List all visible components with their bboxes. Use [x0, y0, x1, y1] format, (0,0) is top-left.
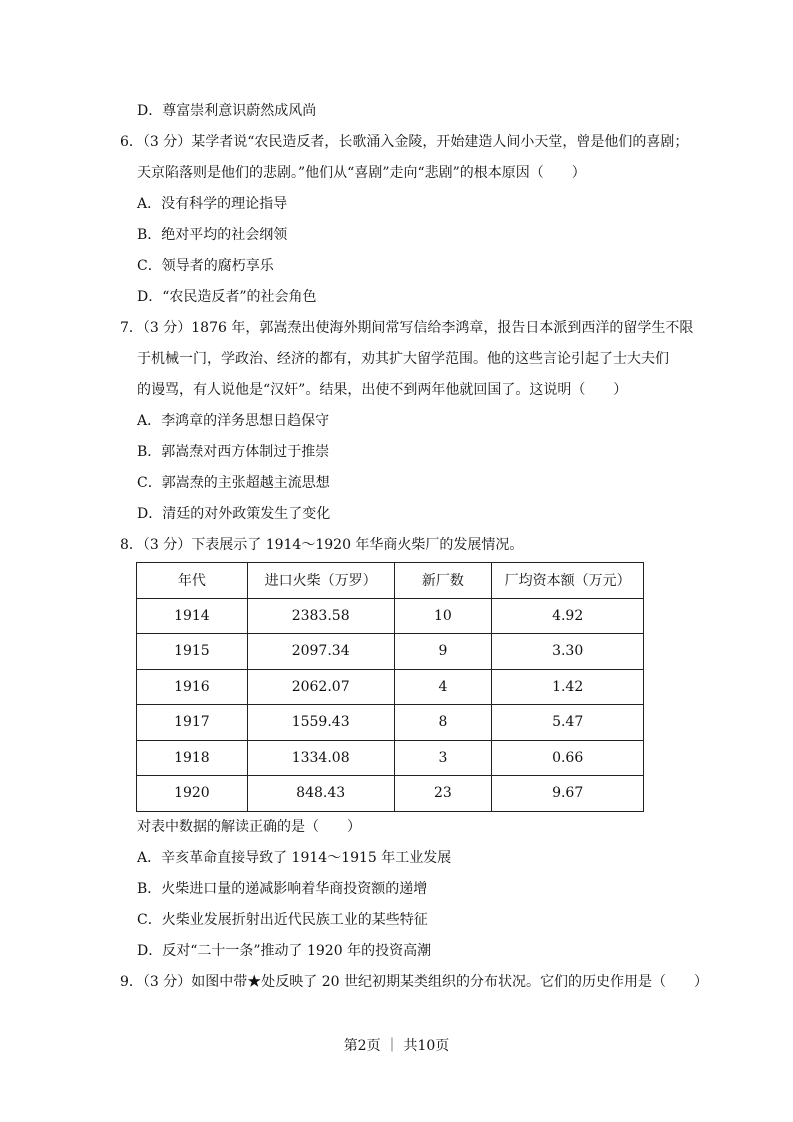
- question-7: [0, 313, 793, 530]
- question-6-stem-line: 6．（3 分）某学者说“农民造反者，长歌涌入金陵，开始建造人间小天堂，曾是他们的喜剧；: [120, 134, 689, 150]
- table-cell: 3.30: [492, 634, 644, 670]
- question-8-option-d: D．反对“二十一条”推动了 1920 年的投资高潮: [137, 942, 432, 959]
- table-cell: 2062.07: [247, 669, 394, 705]
- table-cell: 5.47: [492, 705, 644, 741]
- table-cell: 9: [394, 634, 492, 670]
- table-row: [137, 634, 644, 670]
- table-cell: 1917: [137, 705, 248, 741]
- table-row: [137, 669, 644, 705]
- question-6-option-d: D．“农民造反者”的社会角色: [137, 289, 317, 305]
- question-6-stem-line: 天京陷落则是他们的悲剧。”他们从“喜剧”走向“悲剧”的根本原因（ ）: [137, 165, 586, 181]
- table-cell: 9.67: [492, 776, 644, 812]
- table-row: [137, 705, 644, 741]
- table-cell: 8: [394, 705, 492, 741]
- table-header: 年代: [137, 563, 248, 599]
- question-8-stem: 8．（3 分）下表展示了 1914～1920 年华商火柴厂的发展情况。: [120, 537, 524, 553]
- question-8: [0, 530, 793, 967]
- question-7-option-b: B．郭嵩焘对西方体制过于推崇: [137, 444, 330, 460]
- table-row: [137, 740, 644, 776]
- table-cell: 23: [394, 776, 492, 812]
- table-cell: 0.66: [492, 740, 644, 776]
- table-header: 新厂数: [394, 563, 492, 599]
- table-cell: 1914: [137, 598, 248, 634]
- q5-option-d: D．尊富崇利意识蔚然成风尚: [137, 103, 317, 119]
- page-footer: 第2页 ｜ 共10页: [343, 1038, 450, 1054]
- table-cell: 2383.58: [247, 598, 394, 634]
- question-7-stem-line: 于机械一门，学政治、经济的都有，劝其扩大留学范围。他的这些言论引起了士大夫们: [137, 351, 669, 367]
- question-8-option-a: A．辛亥革命直接导致了 1914～1915 年工业发展: [137, 849, 452, 866]
- question-8-prompt: 对表中数据的解读正确的是（ ）: [137, 818, 361, 835]
- exam-page-content: [0, 96, 793, 998]
- question-6-option-a: A．没有科学的理论指导: [137, 196, 288, 212]
- match-factory-table: [136, 562, 644, 812]
- table-cell: 2097.34: [247, 634, 394, 670]
- table-cell: 3: [394, 740, 492, 776]
- table-cell: 1916: [137, 669, 248, 705]
- table-cell: 1920: [137, 776, 248, 812]
- question-7-stem-line: 7．（3 分）1876 年，郭嵩焘出使海外期间常写信给李鸿章，报告日本派到西洋的留学生不限: [120, 320, 694, 336]
- question-7-option-d: D．清廷的对外政策发生了变化: [137, 506, 331, 522]
- question-9-stem: 9．（3 分）如图中带★处反映了 20 世纪初期某类组织的分布状况。它们的历史作用是（ ）: [120, 973, 708, 990]
- table-cell: 10: [394, 598, 492, 634]
- question-7-option-c: C．郭嵩焘的主张超越主流思想: [137, 475, 330, 491]
- table-cell: 1559.43: [247, 705, 394, 741]
- table-cell: 4: [394, 669, 492, 705]
- table-cell: 848.43: [247, 776, 394, 812]
- question-7-option-a: A．李鸿章的洋务思想日趋保守: [137, 413, 330, 429]
- table-header: 进口火柴（万罗）: [247, 563, 394, 599]
- table-cell: 1334.08: [247, 740, 394, 776]
- table-cell: 1915: [137, 634, 248, 670]
- question-7-stem-line: 的谩骂，有人说他是“汉奸”。结果，出使不到两年他就回国了。这说明（ ）: [137, 382, 628, 398]
- table-row: [137, 598, 644, 634]
- table-header: 厂均资本额（万元）: [492, 563, 644, 599]
- question-6-option-b: B．绝对平均的社会纲领: [137, 227, 288, 243]
- table-cell: 1918: [137, 740, 248, 776]
- table-cell: 1.42: [492, 669, 644, 705]
- question-6: [0, 127, 793, 313]
- table-row: [137, 776, 644, 812]
- table-cell: 4.92: [492, 598, 644, 634]
- table-header-row: [137, 563, 644, 599]
- question-8-option-b: B．火柴进口量的递减影响着华商投资额的递增: [137, 880, 428, 897]
- question-6-option-c: C．领导者的腐朽享乐: [137, 258, 274, 274]
- question-8-option-c: C．火柴业发展折射出近代民族工业的某些特征: [137, 911, 428, 928]
